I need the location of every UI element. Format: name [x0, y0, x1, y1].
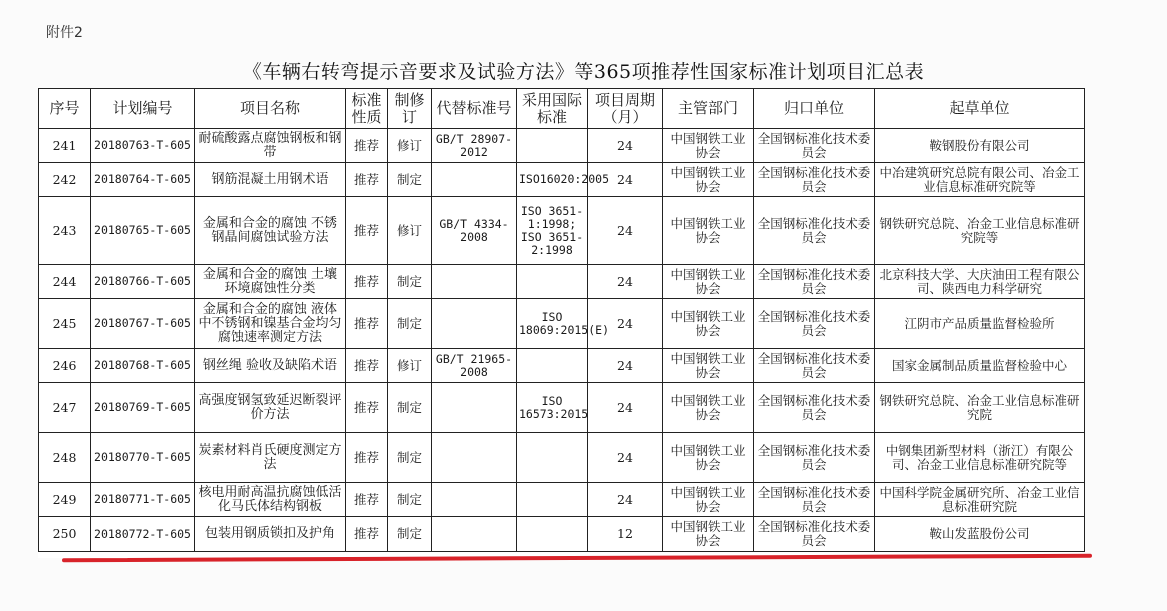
cell-revision-type: 修订: [388, 197, 432, 265]
cell-standard-nature: 推荐: [346, 163, 388, 197]
column-header: 项目名称: [195, 89, 346, 129]
cell-project-name: 核电用耐高温抗腐蚀低活化马氏体结构钢板: [195, 483, 346, 517]
cell-competent-dept: 中国钢铁工业协会: [663, 483, 754, 517]
column-header: 项目周期（月）: [588, 89, 663, 129]
cell-project-period: 24: [588, 433, 663, 483]
column-header: 归口单位: [754, 89, 875, 129]
attachment-label: 附件2: [46, 25, 83, 41]
cell-project-period: 24: [588, 483, 663, 517]
cell-standard-nature: 推荐: [346, 517, 388, 552]
cell-revision-type: 制定: [388, 383, 432, 433]
cell-serial-no: 249: [39, 483, 91, 517]
cell-revision-type: 制定: [388, 299, 432, 349]
cell-responsible-unit: 全国钢标准化技术委员会: [754, 265, 875, 299]
cell-standard-nature: 推荐: [346, 265, 388, 299]
column-header: 采用国际标准: [517, 89, 588, 129]
cell-revision-type: 修订: [388, 129, 432, 163]
cell-replaced-standard: [432, 483, 517, 517]
cell-project-name: 金属和合金的腐蚀 液体中不锈钢和镍基合金均匀腐蚀速率测定方法: [195, 299, 346, 349]
column-header: 代替标准号: [432, 89, 517, 129]
cell-replaced-standard: [432, 433, 517, 483]
cell-serial-no: 246: [39, 349, 91, 383]
cell-drafting-unit: 鞍山发蓝股份公司: [875, 517, 1085, 552]
cell-intl-standard: ISO16020:2005: [517, 163, 588, 197]
cell-replaced-standard: [432, 299, 517, 349]
cell-competent-dept: 中国钢铁工业协会: [663, 383, 754, 433]
column-header: 主管部门: [663, 89, 754, 129]
cell-serial-no: 250: [39, 517, 91, 552]
cell-revision-type: 制定: [388, 433, 432, 483]
cell-replaced-standard: [432, 517, 517, 552]
cell-project-period: 24: [588, 163, 663, 197]
cell-intl-standard: [517, 129, 588, 163]
cell-project-name: 耐硫酸露点腐蚀钢板和钢带: [195, 129, 346, 163]
cell-plan-number: 20180768-T-605: [91, 349, 195, 383]
cell-plan-number: 20180763-T-605: [91, 129, 195, 163]
column-header: 制修订: [388, 89, 432, 129]
cell-standard-nature: 推荐: [346, 383, 388, 433]
table-row: [39, 483, 1085, 517]
cell-project-name: 高强度钢氢致延迟断裂评价方法: [195, 383, 346, 433]
cell-responsible-unit: 全国钢标准化技术委员会: [754, 163, 875, 197]
cell-serial-no: 243: [39, 197, 91, 265]
cell-standard-nature: 推荐: [346, 129, 388, 163]
cell-project-name: 炭素材料肖氏硬度测定方法: [195, 433, 346, 483]
cell-revision-type: 制定: [388, 265, 432, 299]
cell-revision-type: 制定: [388, 517, 432, 552]
table-header-row: [39, 89, 1085, 129]
cell-intl-standard: [517, 265, 588, 299]
table-row: [39, 383, 1085, 433]
cell-serial-no: 247: [39, 383, 91, 433]
column-header: 起草单位: [875, 89, 1085, 129]
cell-plan-number: 20180766-T-605: [91, 265, 195, 299]
cell-project-name: 钢丝绳 验收及缺陷术语: [195, 349, 346, 383]
cell-project-name: 包装用钢质锁扣及护角: [195, 517, 346, 552]
column-header: 序号: [39, 89, 91, 129]
cell-serial-no: 248: [39, 433, 91, 483]
table-row: [39, 433, 1085, 483]
column-header: 标准性质: [346, 89, 388, 129]
cell-competent-dept: 中国钢铁工业协会: [663, 129, 754, 163]
cell-revision-type: 制定: [388, 163, 432, 197]
table-row: [39, 349, 1085, 383]
cell-competent-dept: 中国钢铁工业协会: [663, 517, 754, 552]
cell-project-period: 24: [588, 197, 663, 265]
cell-serial-no: 244: [39, 265, 91, 299]
cell-responsible-unit: 全国钢标准化技术委员会: [754, 349, 875, 383]
cell-drafting-unit: 中国科学院金属研究所、冶金工业信息标准研究院: [875, 483, 1085, 517]
cell-standard-nature: 推荐: [346, 197, 388, 265]
cell-serial-no: 242: [39, 163, 91, 197]
cell-drafting-unit: 钢铁研究总院、冶金工业信息标准研究院: [875, 383, 1085, 433]
cell-competent-dept: 中国钢铁工业协会: [663, 433, 754, 483]
cell-plan-number: 20180767-T-605: [91, 299, 195, 349]
cell-plan-number: 20180771-T-605: [91, 483, 195, 517]
cell-competent-dept: 中国钢铁工业协会: [663, 163, 754, 197]
column-header: 计划编号: [91, 89, 195, 129]
cell-responsible-unit: 全国钢标准化技术委员会: [754, 129, 875, 163]
cell-standard-nature: 推荐: [346, 433, 388, 483]
cell-responsible-unit: 全国钢标准化技术委员会: [754, 197, 875, 265]
cell-intl-standard: ISO 18069:2015(E): [517, 299, 588, 349]
cell-project-period: 12: [588, 517, 663, 552]
cell-standard-nature: 推荐: [346, 299, 388, 349]
cell-serial-no: 245: [39, 299, 91, 349]
cell-project-name: 金属和合金的腐蚀 土壤环境腐蚀性分类: [195, 265, 346, 299]
table-row: [39, 299, 1085, 349]
table-row: [39, 517, 1085, 552]
cell-drafting-unit: 中冶建筑研究总院有限公司、冶金工业信息标准研究院等: [875, 163, 1085, 197]
cell-competent-dept: 中国钢铁工业协会: [663, 197, 754, 265]
cell-replaced-standard: [432, 265, 517, 299]
cell-responsible-unit: 全国钢标准化技术委员会: [754, 517, 875, 552]
cell-project-period: 24: [588, 265, 663, 299]
cell-responsible-unit: 全国钢标准化技术委员会: [754, 433, 875, 483]
cell-drafting-unit: 鞍钢股份有限公司: [875, 129, 1085, 163]
cell-drafting-unit: 钢铁研究总院、冶金工业信息标准研究院等: [875, 197, 1085, 265]
cell-responsible-unit: 全国钢标准化技术委员会: [754, 483, 875, 517]
cell-replaced-standard: GB/T 28907-2012: [432, 129, 517, 163]
cell-responsible-unit: 全国钢标准化技术委员会: [754, 383, 875, 433]
cell-project-name: 金属和合金的腐蚀 不锈钢晶间腐蚀试验方法: [195, 197, 346, 265]
cell-drafting-unit: 中钢集团新型材料（浙江）有限公司、冶金工业信息标准研究院等: [875, 433, 1085, 483]
document-title: 《车辆右转弯提示音要求及试验方法》等365项推荐性国家标准计划项目汇总表: [242, 61, 925, 83]
table-row: [39, 197, 1085, 265]
cell-intl-standard: [517, 349, 588, 383]
cell-intl-standard: ISO 3651-1:1998; ISO 3651-2:1998: [517, 197, 588, 265]
cell-intl-standard: [517, 483, 588, 517]
cell-intl-standard: ISO 16573:2015: [517, 383, 588, 433]
cell-intl-standard: [517, 517, 588, 552]
cell-serial-no: 241: [39, 129, 91, 163]
cell-drafting-unit: 国家金属制品质量监督检验中心: [875, 349, 1085, 383]
cell-replaced-standard: [432, 163, 517, 197]
cell-intl-standard: [517, 433, 588, 483]
cell-project-name: 钢筋混凝土用钢术语: [195, 163, 346, 197]
cell-standard-nature: 推荐: [346, 349, 388, 383]
table-row: [39, 265, 1085, 299]
table-row: [39, 129, 1085, 163]
cell-plan-number: 20180765-T-605: [91, 197, 195, 265]
cell-project-period: 24: [588, 349, 663, 383]
cell-drafting-unit: 江阴市产品质量监督检验所: [875, 299, 1085, 349]
cell-plan-number: 20180769-T-605: [91, 383, 195, 433]
cell-revision-type: 制定: [388, 483, 432, 517]
cell-standard-nature: 推荐: [346, 483, 388, 517]
cell-project-period: 24: [588, 129, 663, 163]
table-row: [39, 163, 1085, 197]
cell-competent-dept: 中国钢铁工业协会: [663, 299, 754, 349]
cell-drafting-unit: 北京科技大学、大庆油田工程有限公司、陕西电力科学研究: [875, 265, 1085, 299]
cell-plan-number: 20180772-T-605: [91, 517, 195, 552]
cell-replaced-standard: [432, 383, 517, 433]
cell-plan-number: 20180764-T-605: [91, 163, 195, 197]
cell-plan-number: 20180770-T-605: [91, 433, 195, 483]
cell-competent-dept: 中国钢铁工业协会: [663, 349, 754, 383]
cell-project-period: 24: [588, 299, 663, 349]
standards-table: [38, 88, 1085, 552]
cell-project-period: 24: [588, 383, 663, 433]
cell-revision-type: 修订: [388, 349, 432, 383]
table-body: [39, 129, 1085, 552]
cell-replaced-standard: GB/T 21965-2008: [432, 349, 517, 383]
cell-responsible-unit: 全国钢标准化技术委员会: [754, 299, 875, 349]
cell-replaced-standard: GB/T 4334-2008: [432, 197, 517, 265]
cell-competent-dept: 中国钢铁工业协会: [663, 265, 754, 299]
